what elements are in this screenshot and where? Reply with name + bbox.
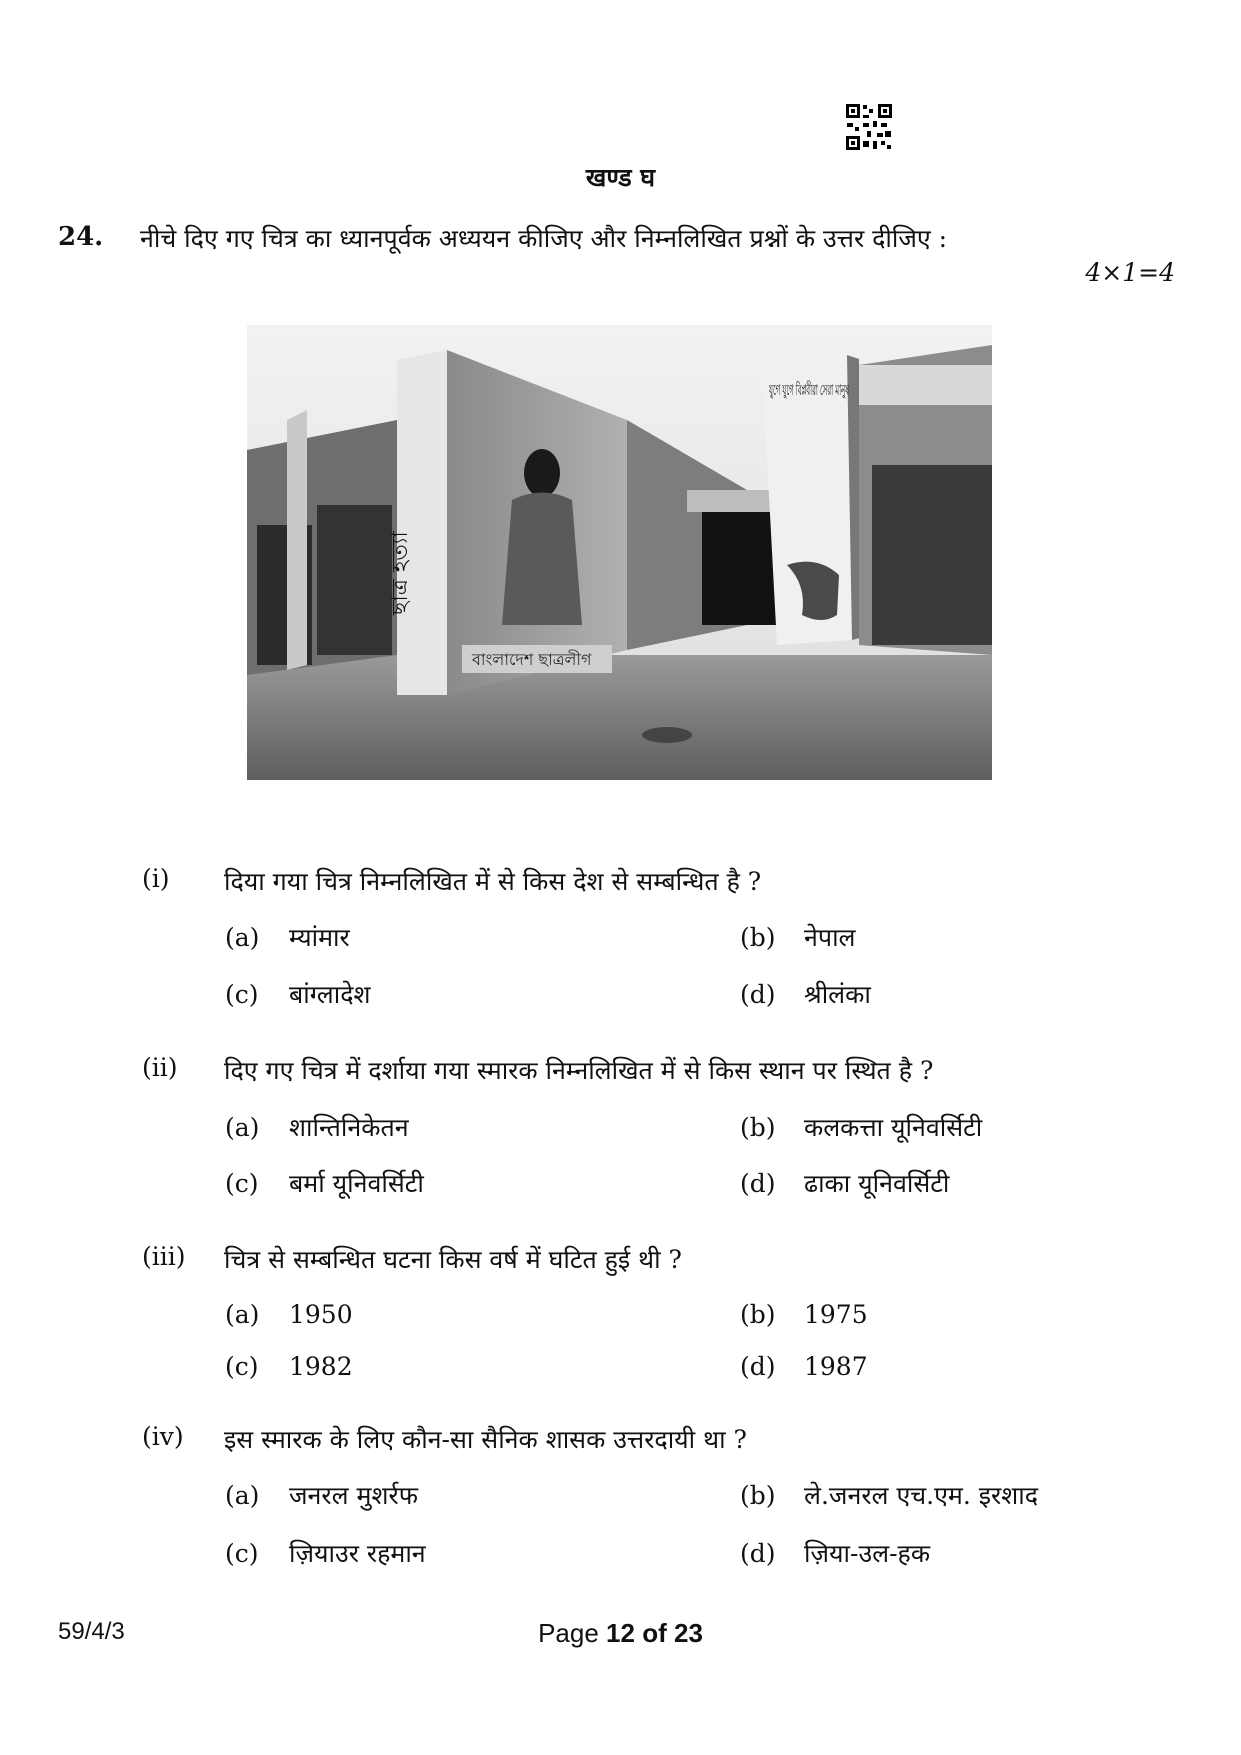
option-ii-a: (a) शान्तिनिकेतन	[225, 1113, 409, 1142]
option-i-c: (c) बांग्लादेश	[225, 980, 371, 1009]
memorial-photograph	[247, 325, 992, 780]
option-iii-c: (c) 1982	[225, 1352, 353, 1381]
option-i-d: (d) श्रीलंका	[740, 980, 871, 1009]
option-iv-d: (d) ज़िया-उल-हक	[740, 1539, 931, 1568]
page-number: Page 12 of 23	[538, 1618, 703, 1648]
option-iv-a: (a) जनरल मुशर्रफ	[225, 1481, 418, 1510]
option-iii-a: (a) 1950	[225, 1300, 353, 1329]
option-iii-d: (d) 1987	[740, 1352, 868, 1381]
option-iii-b: (b) 1975	[740, 1300, 868, 1329]
pillar-text: যুগে যুগে বিপ্লবীরা সেরা মানুষ	[768, 381, 850, 399]
subquestion-stem: इस स्मारक के लिए कौन-सा सैनिक शासक उत्तरदायी था ?	[224, 1425, 747, 1454]
subquestion-number: (iv)	[142, 1422, 184, 1451]
option-ii-d: (d) ढाका यूनिवर्सिटी	[740, 1169, 950, 1198]
paper-code: 59/4/3	[58, 1618, 125, 1645]
option-ii-c: (c) बर्मा यूनिवर्सिटी	[225, 1169, 424, 1198]
subquestion-stem: दिए गए चित्र में दर्शाया गया स्मारक निम्नलिखित में से किस स्थान पर स्थित है ?	[224, 1056, 934, 1085]
option-iv-c: (c) ज़ियाउर रहमान	[225, 1539, 426, 1568]
subquestion-stem: चित्र से सम्बन्धित घटना किस वर्ष में घटित हुई थी ?	[224, 1245, 682, 1274]
option-iv-b: (b) ले.जनरल एच.एम. इरशाद	[740, 1481, 1039, 1510]
wall-side-text: ছাত্র হত্যা	[388, 531, 413, 615]
option-ii-b: (b) कलकत्ता यूनिवर्सिटी	[740, 1113, 983, 1142]
question-text: नीचे दिए गए चित्र का ध्यानपूर्वक अध्ययन कीजिए और निम्नलिखित प्रश्नों के उत्तर दीजिए :	[140, 224, 948, 253]
subquestion-number: (iii)	[142, 1242, 186, 1271]
section-title: खण्ड घ	[585, 163, 656, 192]
subquestion-stem: दिया गया चित्र निम्नलिखित में से किस देश से सम्बन्धित है ?	[224, 867, 762, 896]
option-i-b: (b) नेपाल	[740, 923, 856, 952]
subquestion-number: (i)	[142, 864, 170, 893]
question-marks: 4×1=4	[1085, 258, 1175, 287]
qr-code-icon	[845, 103, 893, 151]
wall-banner-text: বাংলাদেশ ছাত্রলীগ	[472, 650, 592, 669]
question-number: 24.	[58, 222, 104, 252]
subquestion-number: (ii)	[142, 1053, 178, 1082]
option-i-a: (a) म्यांमार	[225, 923, 350, 952]
